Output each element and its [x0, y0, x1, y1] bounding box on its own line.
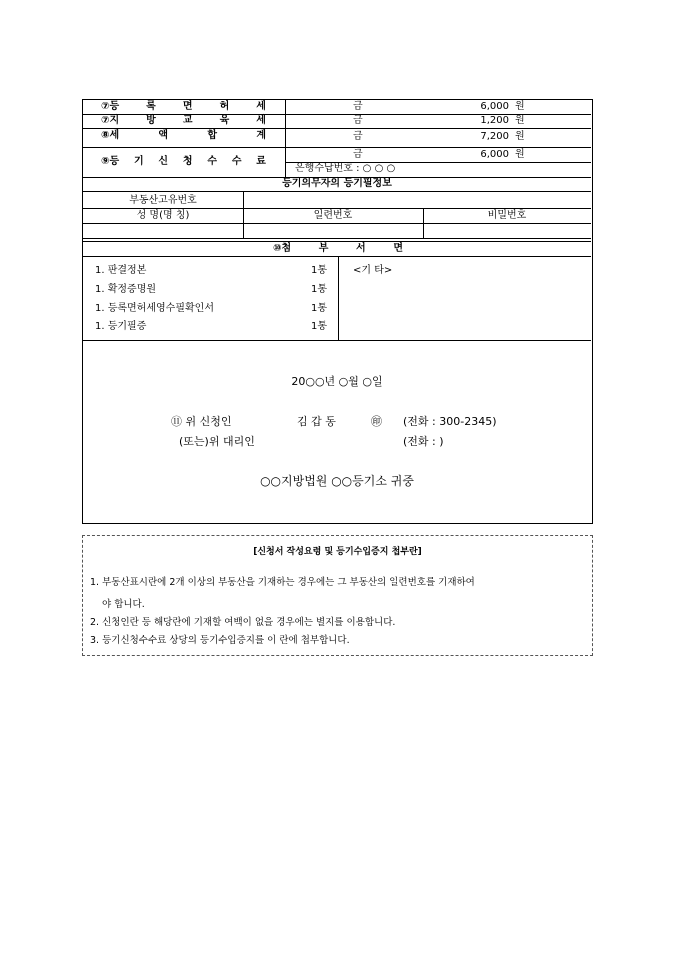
attachment-count: 1통 [311, 321, 328, 332]
fee-prefix: 금 [353, 131, 363, 142]
fee-amount: 1,200 [480, 115, 509, 126]
fee-prefix: 금 [353, 101, 363, 112]
court-addressee: ○○지방법원 ○○등기소 귀중 [260, 474, 414, 488]
agent-label: (또는)위 대리인 [179, 435, 255, 448]
fee-unit: 원 [515, 131, 525, 142]
attachment-item: 1. 판결정본 [95, 265, 147, 276]
fee-prefix: 금 [353, 115, 363, 126]
filing-guide-box [82, 535, 593, 656]
attachment-item: 1. 등기필증 [95, 321, 147, 332]
attachment-item: 1. 등록면허세영수필확인서 [95, 303, 214, 314]
fee-label-tax-total: ⑧세 액 합 계 [101, 130, 266, 141]
guide-item: 1. 부동산표시란에 2개 이상의 부동산을 기재하는 경우에는 그 부동산의 일련번호를 기재하여 [90, 577, 475, 588]
fee-label-registration-tax: ⑦등 록 면 허 세 [101, 101, 266, 112]
real-estate-id-label: 부동산고유번호 [129, 195, 197, 206]
application-date: 20○○년 ○월 ○일 [291, 375, 383, 388]
fee-label-registration-fee: ⑨등 기 신 청 수 수 료 [101, 156, 266, 167]
fee-prefix: 금 [353, 149, 363, 160]
applicant-name: 김 갑 동 [297, 415, 336, 428]
fee-amount: 7,200 [480, 131, 509, 142]
bank-receipt-number: 은행수납번호 : ○ ○ ○ [295, 163, 396, 174]
fee-label-local-education-tax: ⑦지 방 교 육 세 [101, 115, 266, 126]
fee-amount: 6,000 [480, 101, 509, 112]
attachment-count: 1통 [311, 284, 328, 295]
fee-unit: 원 [515, 101, 525, 112]
applicant-label: ⑪ 위 신청인 [171, 415, 232, 428]
attachment-count: 1통 [311, 303, 328, 314]
fee-unit: 원 [515, 115, 525, 126]
guide-title: [신청서 작성요령 및 등기수입증지 첩부란] [253, 547, 422, 557]
guide-item: 2. 신청인란 등 해당란에 기재할 여백이 없을 경우에는 별지를 이용합니다. [90, 617, 396, 628]
seal-mark: ㊞ [371, 415, 382, 428]
applicant-phone: (전화 : 300-2345) [403, 415, 497, 428]
password-label: 비밀번호 [487, 210, 527, 221]
fee-unit: 원 [515, 149, 525, 160]
name-label: 성 명(명 칭) [136, 210, 190, 221]
fee-amount: 6,000 [480, 149, 509, 160]
attachment-item: 1. 확정증명원 [95, 284, 157, 295]
other-label: <기 타> [353, 265, 393, 276]
attachment-count: 1통 [311, 265, 328, 276]
agent-phone: (전화 : ) [403, 435, 444, 448]
guide-item: 3. 등기신청수수료 상당의 등기수입증지를 이 란에 첩부합니다. [90, 635, 350, 646]
guide-item: 야 합니다. [102, 599, 145, 610]
attachments-title: ⑩첨 부 서 면 [273, 243, 403, 254]
serial-number-label: 일련번호 [313, 210, 353, 221]
application-form [82, 99, 593, 524]
obligor-info-title: 등기의무자의 등기필정보 [282, 178, 392, 189]
